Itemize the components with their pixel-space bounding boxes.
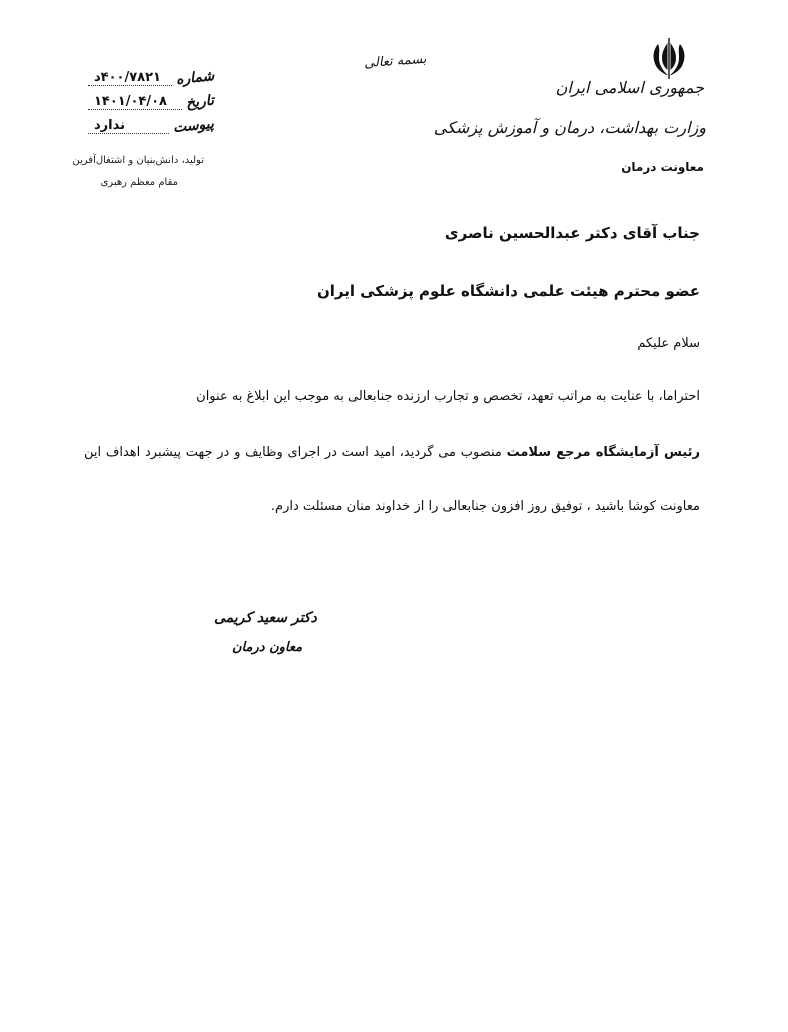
body-line-2-rest: منصوب می گردید، امید است در اجرای وظایف و در جهت پیشبرد اهداف این: [84, 445, 507, 460]
ministry-title: وزارت بهداشت، درمان و آموزش پزشکی: [433, 118, 706, 137]
deputy-header: معاونت درمان: [621, 160, 704, 174]
body-line-2: [84, 440, 700, 466]
letter-attachment-label: پیوست: [172, 115, 215, 137]
greeting: سلام علیکم: [637, 336, 700, 351]
slogan-attribution: مقام معظم رهبری: [100, 177, 178, 188]
addressee-position: عضو محترم هیئت علمی دانشگاه علوم پزشکی ایران: [316, 282, 700, 300]
bismillah: بسمه تعالی: [363, 51, 427, 72]
letter-date-label: تاریخ: [185, 92, 215, 112]
signatory-name: دکتر سعید کریمی: [214, 610, 317, 626]
iran-emblem-icon: [650, 38, 688, 80]
letter-number-row: [88, 68, 214, 86]
addressee-name: جناب آقای دکتر عبدالحسین ناصری: [444, 224, 700, 242]
republic-title: جمهوری اسلامی ایران: [555, 78, 704, 97]
body-line-3: معاونت کوشا باشید ، توفیق روز افزون جنابعالی را از خداوند منان مسئلت دارم.: [270, 499, 700, 514]
body-line-1: احتراما، با عنایت به مراتب تعهد، تخصص و تجارب ارزنده جنابعالی به موجب این ابلاغ به عنوان: [196, 389, 700, 404]
letter-attachment-row: [88, 115, 215, 137]
slogan-line: تولید، دانش‌بنیان و اشتغال‌آفرین: [72, 155, 204, 166]
letter-number-value: ۴۰۰/۷۸۲۱د: [88, 71, 172, 86]
letter-date-value: ۱۴۰۱/۰۴/۰۸: [88, 95, 182, 110]
appointment-title: رئیس آزمایشگاه مرجع سلامت: [506, 445, 700, 460]
letter-number-label: شماره: [175, 68, 215, 88]
signatory-title: معاون درمان: [232, 640, 303, 655]
letter-attachment-value: ندارد: [88, 119, 169, 134]
letter-date-row: [88, 92, 214, 110]
